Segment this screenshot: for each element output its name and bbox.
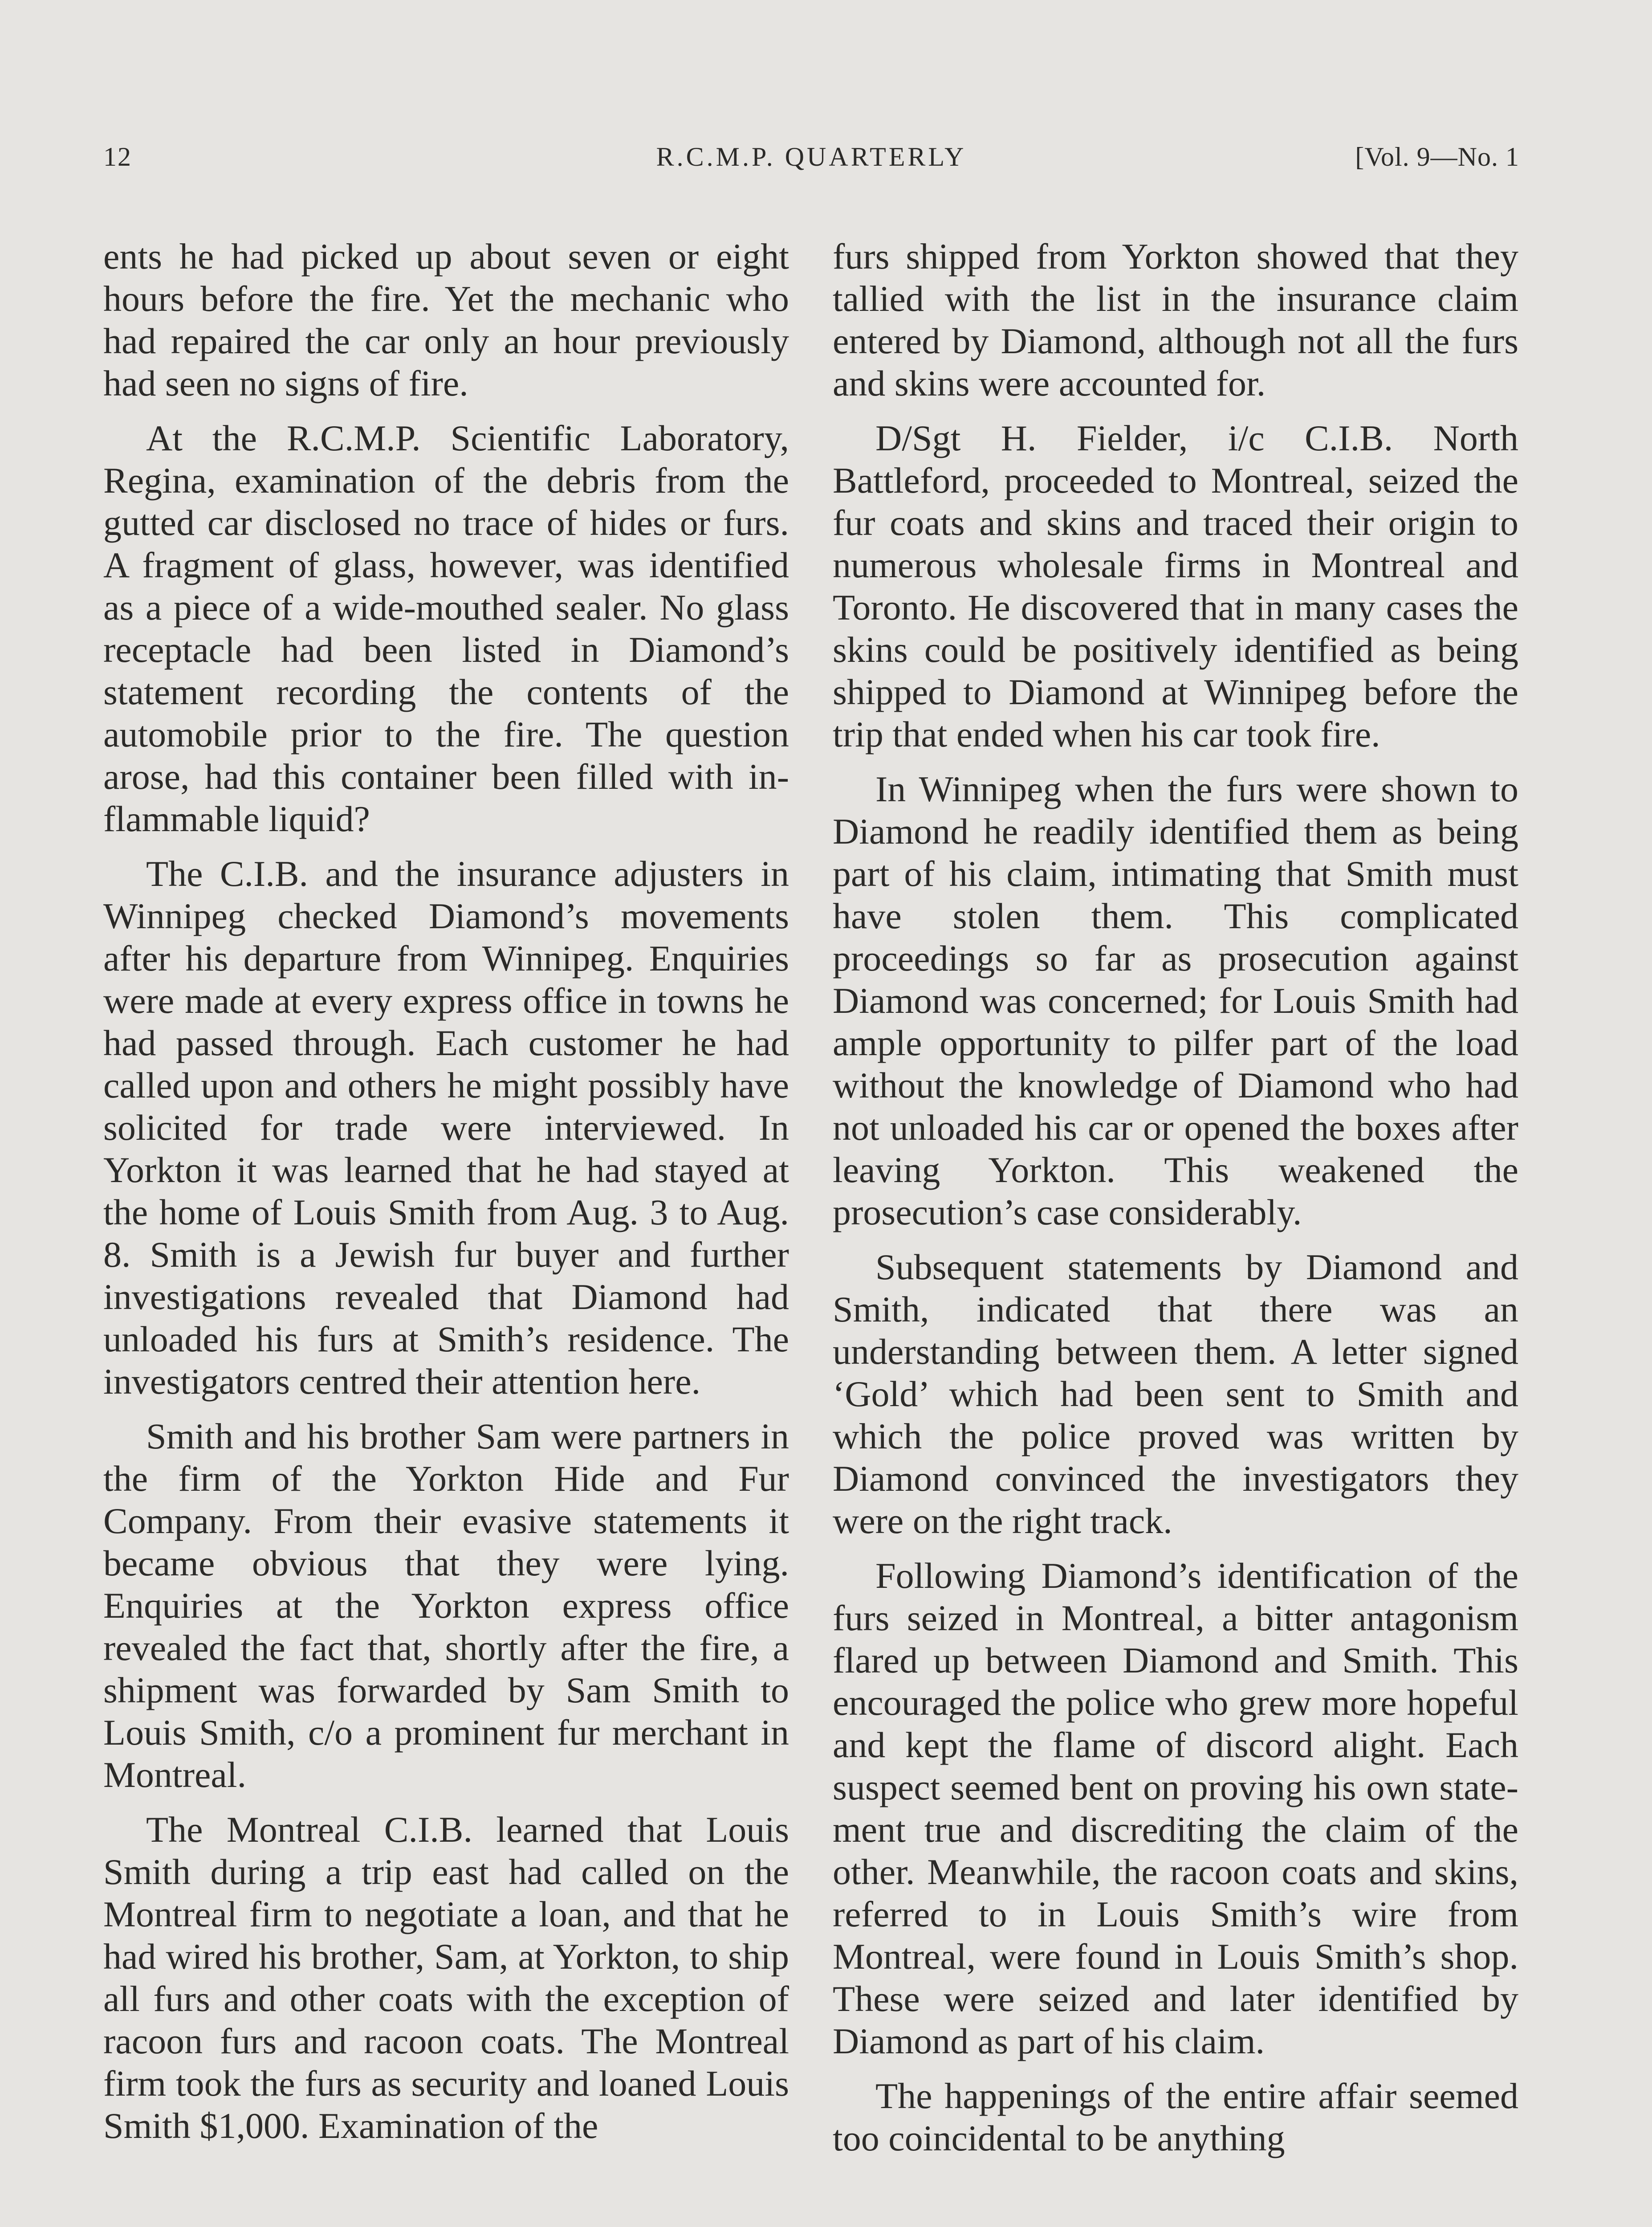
right-column (833, 235, 1518, 2172)
paragraph: The C.I.B. and the insurance adjusters in Winnipeg checked Diamond’s movements after his departure from Winnipeg. Enquiries were made at every express office in towns he had passed through. Each customer he had called upon and others he might possibly have solicited for trade were interviewed. In Yorkton it was learned that he had stayed at the home of Louis Smith from Aug. 3 to Aug. 8. Smith is a Jewish fur buyer and further investigations revealed that Diamond had unloaded his furs at Smith’s residence. The investigators centred their attention here. (103, 853, 789, 1402)
paragraph: Subsequent statements by Diamond and Smith, indicated that there was an understanding between them. A letter signed ‘Gold’ which had been sent to Smith and which the police proved was written by Diamond convinced the investigators they were on the right track. (833, 1247, 1518, 1541)
paragraph: The happenings of the entire affair seemed too coincidental to be anything (833, 2076, 1518, 2158)
paragraph: At the R.C.M.P. Scientific Laboratory, Regina, examination of the debris from the gutted car disclosed no trace of hides or furs. A fragment of glass, however, was identified as a piece of a wide-mouthed sealer. No glass receptacle had been listed in Diamond’s statement recording the contents of the automobile prior to the fire. The question arose, had this container been filled with inflammable liquid? (103, 418, 789, 839)
page-number: 12 (103, 142, 132, 171)
paragraph: In Winnipeg when the furs were shown to Diamond he readily identified them as being part of his claim, intimating that Smith must have stolen them. This complicated proceedings so far as prosecution against Diamond was concerned; for Louis Smith had ample opportunity to pilfer part of the load without the knowledge of Diamond who had not unloaded his car or opened the boxes after leaving Yorkton. This weakened the prosecution’s case considerably. (833, 769, 1518, 1232)
issue-label: [Vol. 9—No. 1 (1355, 142, 1519, 171)
paragraph: Smith and his brother Sam were partners in the firm of the Yorkton Hide and Fur Company. From their evasive statements it became obvious that they were lying. Enquiries at the Yorkton express office revealed the fact that, shortly after the fire, a shipment was forwarded by Sam Smith to Louis Smith, c/o a prominent fur merchant in Montreal. (103, 1416, 789, 1795)
running-header (103, 142, 1519, 182)
paragraph: D/Sgt H. Fielder, i/c C.I.B. North Battleford, proceeded to Montreal, seized the fur coats and skins and traced their origin to numerous wholesale firms in Montreal and Toronto. He discovered that in many cases the skins could be positively identified as being shipped to Diamond at Winnipeg before the trip that ended when his car took fire. (833, 418, 1518, 755)
paragraph: The Montreal C.I.B. learned that Louis Smith during a trip east had called on the Montreal firm to negotiate a loan, and that he had wired his brother, Sam, at Yorkton, to ship all furs and other coats with the exception of racoon furs and racoon coats. The Montreal firm took the furs as security and loaned Louis Smith $1,000. Examination of the (103, 1809, 789, 2146)
paragraph: ents he had picked up about seven or eight hours before the fire. Yet the mechanic who had repaired the car only an hour previously had seen no signs of fire. (103, 236, 789, 404)
journal-title: R.C.M.P. QUARTERLY (656, 142, 967, 171)
left-column (103, 235, 789, 2159)
paragraph: furs shipped from Yorkton showed that they tallied with the list in the insurance claim entered by Diamond, although not all the furs and skins were accounted for. (833, 236, 1518, 404)
paragraph: Following Diamond’s identification of the furs seized in Montreal, a bitter antagonism flared up between Diamond and Smith. This encouraged the police who grew more hopeful and kept the flame of discord alight. Each suspect seemed bent on proving his own statement true and discrediting the claim of the other. Meanwhile, the racoon coats and skins, referred to in Louis Smith’s wire from Montreal, were found in Louis Smith’s shop. These were seized and later identified by Diamond as part of his claim. (833, 1555, 1518, 2061)
